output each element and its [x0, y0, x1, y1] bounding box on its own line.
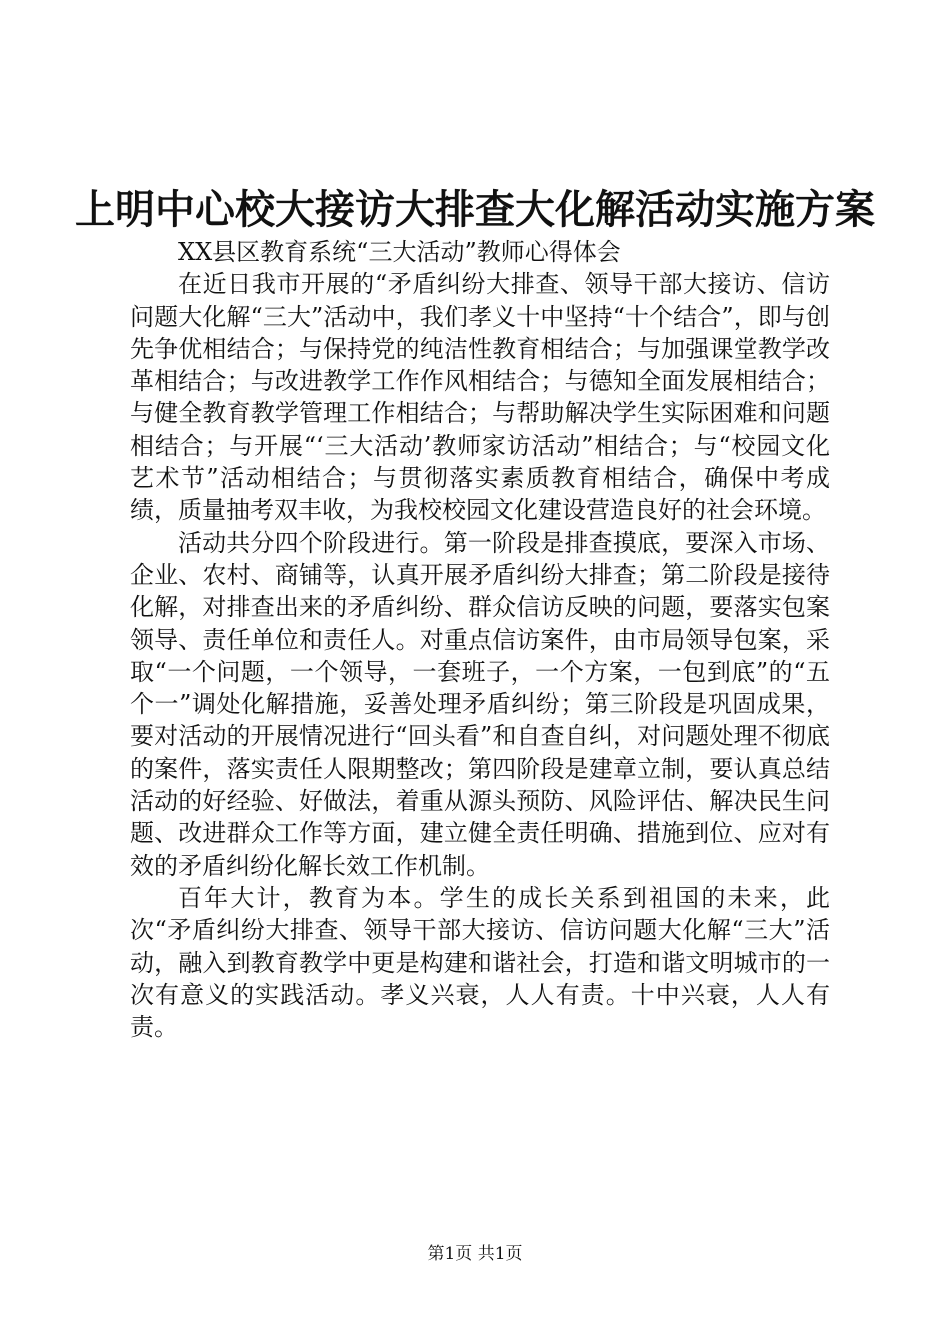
paragraph-3: 百年大计，教育为本。学生的成长关系到祖国的未来，此次“矛盾纠纷大排查、领导干部大接访、信访问题大化解“三大”活动，融入到教育教学中更是构建和谐社会，打造和谐文明城市的一次有意义的实践活动。孝义兴衰，人人有责。十中兴衰，人人有责。	[130, 883, 830, 1042]
document-body	[130, 236, 830, 1043]
document-title: 上明中心校大接访大排查大化解活动实施方案	[75, 186, 875, 233]
paragraph-2: 活动共分四个阶段进行。第一阶段是排查摸底，要深入市场、企业、农村、商铺等，认真开展矛盾纠纷大排查；第二阶段是接待化解，对排查出来的矛盾纠纷、群众信访反映的问题，要落实包案领导、责任单位和责任人。对重点信访案件，由市局领导包案，采取“一个问题，一个领导，一套班子，一个方案，一包到底”的“五个一”调处化解措施，妥善处理矛盾纠纷；第三阶段是巩固成果，要对活动的开展情况进行“回头看”和自查自纠，对问题处理不彻底的案件，落实责任人限期整改；第四阶段是建章立制，要认真总结活动的好经验、好做法，着重从源头预防、风险评估、解决民生问题、改进群众工作等方面，建立健全责任明确、措施到位、应对有效的矛盾纠纷化解长效工作机制。	[130, 528, 830, 880]
page-number-footer: 第1页 共1页	[427, 1244, 523, 1264]
document-subtitle: XX县区教育系统“三大活动”教师心得体会	[178, 238, 621, 266]
paragraph-1: 在近日我市开展的“矛盾纠纷大排查、领导干部大接访、信访问题大化解“三大”活动中，我们孝义十中坚持“十个结合”，即与创先争优相结合；与保持党的纯洁性教育相结合；与加强课堂教学改革相结合；与改进教学工作作风相结合；与德知全面发展相结合；与健全教育教学管理工作相结合；与帮助解决学生实际困难和问题相结合；与开展“‘三大活动’教师家访活动”相结合；与“校园文化艺术节”活动相结合；与贯彻落实素质教育相结合，确保中考成绩，质量抽考双丰收，为我校校园文化建设营造良好的社会环境。	[130, 270, 830, 525]
